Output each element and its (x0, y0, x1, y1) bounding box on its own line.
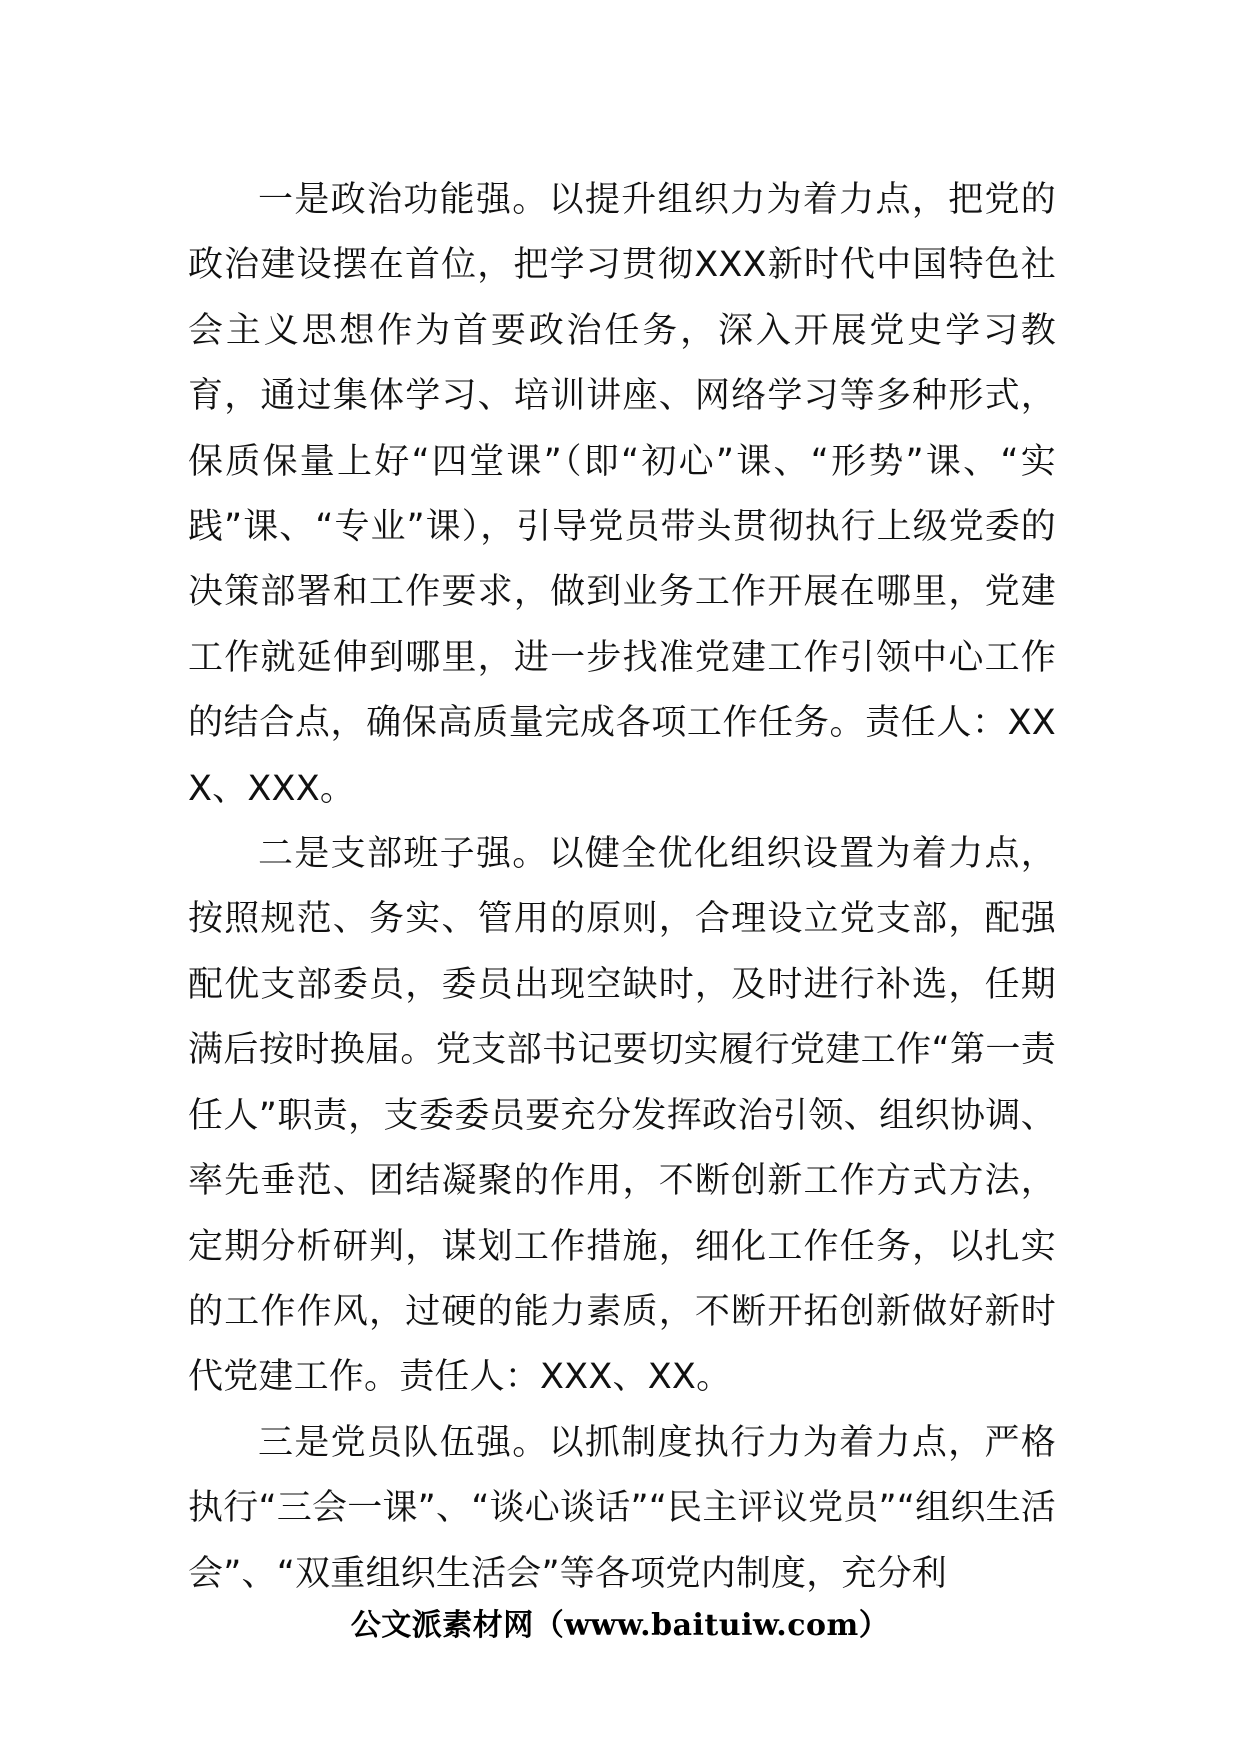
document-body (188, 168, 1056, 1607)
paragraph-political-function: 一是政治功能强。以提升组织力为着力点，把党的政治建设摆在首位，把学习贯彻XXX新时代中国特色社会主义思想作为首要政治任务，深入开展党史学习教育，通过集体学习、培训讲座、网络学习等多种形式，保质保量上好“四堂课”（即“初心”课、“形势”课、“实践”课、“专业”课），引导党员带头贯彻执行上级党委的决策部署和工作要求，做到业务工作开展在哪里，党建工作就延伸到哪里，进一步找准党建工作引领中心工作的结合点，确保高质量完成各项工作任务。责任人：XXX、XXX。 (188, 180, 1056, 809)
paragraph-branch-team: 二是支部班子强。以健全优化组织设置为着力点，按照规范、务实、管用的原则，合理设立党支部，配强配优支部委员，委员出现空缺时，及时进行补选，任期满后按时换届。党支部书记要切实履行党建工作“第一责任人”职责，支委委员要充分发挥政治引领、组织协调、率先垂范、团结凝聚的作用，不断创新工作方式方法，定期分析研判，谋划工作措施，细化工作任务，以扎实的工作作风，过硬的能力素质，不断开拓创新做好新时代党建工作。责任人：XXX、XX。 (188, 834, 1056, 1398)
footer-watermark: 公文派素材网（www.baituiw.com） (350, 1608, 890, 1643)
paragraph-member-team: 三是党员队伍强。以抓制度执行力为着力点，严格执行“三会一课”、“谈心谈话”“民主评议党员”“组织生活会”、“双重组织生活会”等各项党内制度，充分利 (188, 1422, 1056, 1594)
